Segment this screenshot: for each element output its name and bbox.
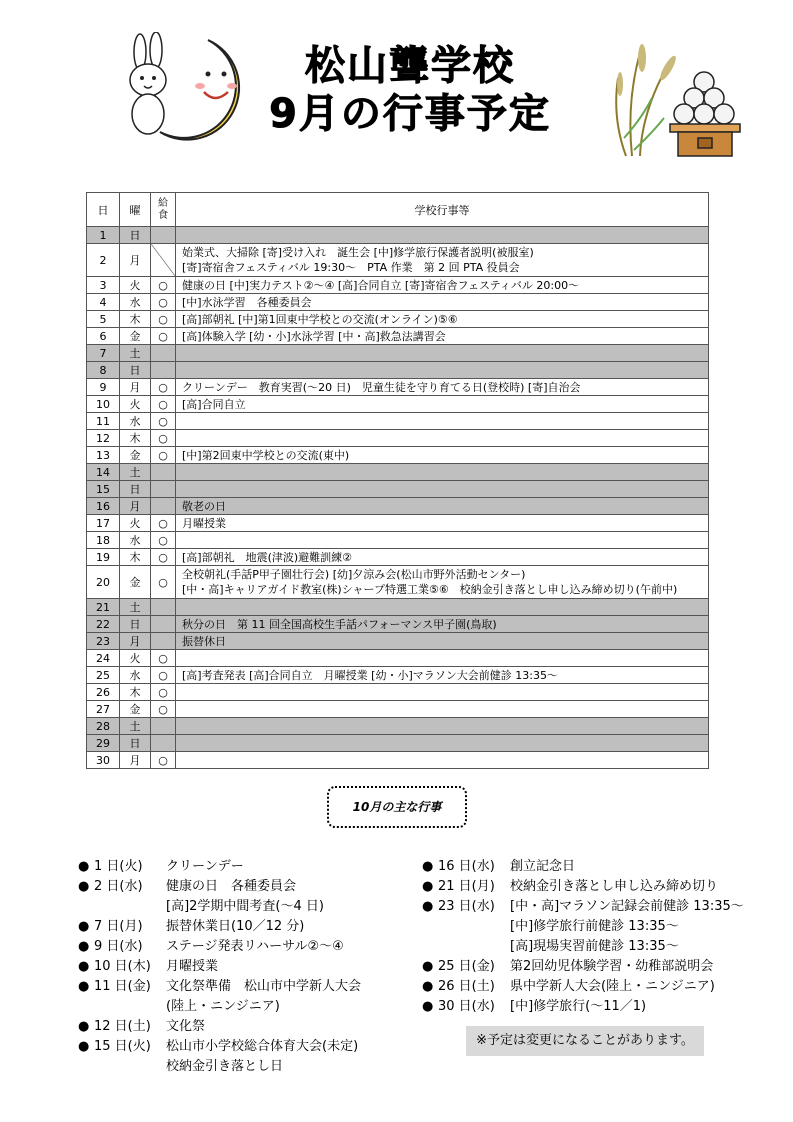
cell-events <box>176 599 709 616</box>
page-title <box>230 42 590 138</box>
bullet-icon: ● <box>78 939 90 954</box>
table-row <box>87 566 709 599</box>
cell-day: 10 <box>87 396 120 413</box>
cell-weekday: 月 <box>120 379 151 396</box>
event-description <box>510 977 762 997</box>
bullet-icon: ● <box>422 959 434 974</box>
cell-lunch <box>151 244 176 277</box>
event-line: [高]部朝礼 地震(津波)避難訓練② <box>182 550 353 564</box>
cell-lunch: ○ <box>151 684 176 701</box>
october-events-right <box>422 857 762 1017</box>
change-notice: ※予定は変更になることがあります。 <box>466 1026 704 1056</box>
event-description <box>510 857 762 877</box>
event-line: [高]合同自立 <box>182 397 246 411</box>
event-line: 創立記念日 <box>510 859 576 874</box>
event-description <box>510 957 762 977</box>
bullet-icon: ● <box>78 859 90 874</box>
event-description <box>510 897 762 957</box>
event-line: (陸上・ニンジニア) <box>166 999 280 1014</box>
cell-day: 23 <box>87 633 120 650</box>
table-row <box>87 667 709 684</box>
event-description <box>166 917 418 937</box>
event-line: 健康の日 [中]実力テスト②～④ [高]合同自立 [寄]寄宿舎フェスティバル 20:00～ <box>182 278 580 292</box>
cell-day: 18 <box>87 532 120 549</box>
cell-weekday: 土 <box>120 599 151 616</box>
cell-lunch: ○ <box>151 532 176 549</box>
event-line: [中]修学旅行(～11／1) <box>510 999 647 1014</box>
event-line: 振替休業日(10／12 分) <box>166 919 305 934</box>
cell-weekday: 火 <box>120 277 151 294</box>
cell-day: 19 <box>87 549 120 566</box>
cell-events <box>176 718 709 735</box>
event-line: [高]部朝礼 [中]第1回東中学校との交流(オンライン)⑤⑥ <box>182 312 458 326</box>
cell-day: 28 <box>87 718 120 735</box>
cell-weekday: 金 <box>120 447 151 464</box>
cell-weekday: 日 <box>120 362 151 379</box>
cell-lunch <box>151 227 176 244</box>
cell-events <box>176 633 709 650</box>
list-item <box>422 857 762 877</box>
cell-day: 24 <box>87 650 120 667</box>
table-row <box>87 345 709 362</box>
cell-weekday: 日 <box>120 481 151 498</box>
table-row <box>87 549 709 566</box>
cell-lunch: ○ <box>151 667 176 684</box>
header-events: 学校行事等 <box>176 193 709 227</box>
cell-weekday: 木 <box>120 311 151 328</box>
event-date: 25 日(金) <box>438 959 495 974</box>
cell-events <box>176 379 709 396</box>
table-row <box>87 684 709 701</box>
cell-day: 6 <box>87 328 120 345</box>
title-line-1: 松山聾学校 <box>305 43 515 89</box>
event-line: [中]水泳学習 各種委員会 <box>182 295 312 309</box>
cell-lunch <box>151 362 176 379</box>
cell-weekday: 日 <box>120 735 151 752</box>
event-description <box>166 1017 418 1037</box>
event-description <box>166 937 418 957</box>
dango-icon <box>674 72 734 124</box>
october-events-left <box>78 857 418 1077</box>
cell-events <box>176 362 709 379</box>
cell-weekday: 土 <box>120 718 151 735</box>
schedule-body <box>87 227 709 769</box>
event-date: 1 日(火) <box>94 859 143 874</box>
cell-day: 21 <box>87 599 120 616</box>
table-row <box>87 735 709 752</box>
event-line: クリーンデー <box>166 859 244 874</box>
cell-weekday: 月 <box>120 633 151 650</box>
event-line: 月曜授業 <box>182 516 226 530</box>
event-description <box>510 877 762 897</box>
cell-weekday: 木 <box>120 684 151 701</box>
event-line: クリーンデー 教育実習(～20 日) 児童生徒を守り育てる日(登校時) [寄]自治会 <box>182 380 581 394</box>
event-date: 15 日(火) <box>94 1039 151 1054</box>
cell-events <box>176 701 709 718</box>
cell-weekday: 水 <box>120 413 151 430</box>
table-row <box>87 362 709 379</box>
event-description <box>510 997 762 1017</box>
cell-day: 1 <box>87 227 120 244</box>
cell-weekday: 水 <box>120 532 151 549</box>
event-date: 7 日(月) <box>94 919 143 934</box>
cell-events <box>176 413 709 430</box>
event-line: [高]考査発表 [高]合同自立 月曜授業 [幼・小]マラソン大会前健診 13:35～ <box>182 668 558 682</box>
cell-weekday: 木 <box>120 430 151 447</box>
event-line: [中]第2回東中学校との交流(東中) <box>182 448 350 462</box>
cell-day: 22 <box>87 616 120 633</box>
list-item <box>422 877 762 897</box>
cell-events <box>176 752 709 769</box>
table-row <box>87 227 709 244</box>
event-line: 県中学新人大会(陸上・ニンジニア) <box>510 979 715 994</box>
bullet-icon: ● <box>78 1039 90 1054</box>
cell-weekday: 土 <box>120 345 151 362</box>
cell-day: 2 <box>87 244 120 277</box>
cell-lunch <box>151 498 176 515</box>
list-item <box>422 897 762 957</box>
event-description <box>166 977 418 1017</box>
cell-weekday: 金 <box>120 566 151 599</box>
cell-events <box>176 667 709 684</box>
table-row <box>87 650 709 667</box>
event-line: [中・高]キャリアガイド教室(株)シャープ特選工業⑤⑥ 校納金引き落とし申し込み締め切り(午前中) <box>182 583 678 596</box>
table-row <box>87 430 709 447</box>
table-row <box>87 413 709 430</box>
list-item <box>78 877 418 917</box>
event-line: 校納金引き落とし申し込み締め切り <box>510 879 719 894</box>
sanbo-stand-icon <box>670 124 740 156</box>
cell-lunch: ○ <box>151 311 176 328</box>
cell-day: 17 <box>87 515 120 532</box>
cell-events <box>176 498 709 515</box>
table-row <box>87 277 709 294</box>
cell-weekday: 水 <box>120 294 151 311</box>
list-item <box>78 937 418 957</box>
cell-lunch: ○ <box>151 277 176 294</box>
cell-events <box>176 396 709 413</box>
cell-lunch: ○ <box>151 396 176 413</box>
cell-events <box>176 294 709 311</box>
cell-day: 25 <box>87 667 120 684</box>
bullet-icon: ● <box>78 979 90 994</box>
cell-day: 9 <box>87 379 120 396</box>
cell-lunch <box>151 735 176 752</box>
list-item <box>78 1037 418 1077</box>
cell-lunch <box>151 718 176 735</box>
bullet-icon: ● <box>78 879 90 894</box>
cell-lunch: ○ <box>151 294 176 311</box>
event-line: 敬老の日 <box>182 499 226 513</box>
cell-events <box>176 464 709 481</box>
bullet-icon: ● <box>422 999 434 1014</box>
cell-lunch: ○ <box>151 328 176 345</box>
cell-lunch: ○ <box>151 379 176 396</box>
event-date: 10 日(木) <box>94 959 151 974</box>
table-row <box>87 633 709 650</box>
event-line: 校納金引き落とし日 <box>166 1059 284 1074</box>
cell-events <box>176 345 709 362</box>
title-line-2: 9月の行事予定 <box>269 91 551 137</box>
cell-events <box>176 328 709 345</box>
cell-day: 8 <box>87 362 120 379</box>
table-row <box>87 515 709 532</box>
cell-day: 14 <box>87 464 120 481</box>
cell-events <box>176 515 709 532</box>
event-date: 9 日(水) <box>94 939 143 954</box>
cell-day: 27 <box>87 701 120 718</box>
event-line: 松山市小学校総合体育大会(未定) <box>166 1039 359 1054</box>
cell-lunch <box>151 464 176 481</box>
event-date: 12 日(土) <box>94 1019 151 1034</box>
event-date: 16 日(水) <box>438 859 495 874</box>
cell-weekday: 月 <box>120 752 151 769</box>
cell-events <box>176 311 709 328</box>
cell-weekday: 木 <box>120 549 151 566</box>
table-row <box>87 532 709 549</box>
event-date: 2 日(水) <box>94 879 143 894</box>
event-description <box>166 957 418 977</box>
cell-lunch <box>151 481 176 498</box>
event-line: [中]修学旅行前健診 13:35～ <box>510 919 679 934</box>
table-row <box>87 616 709 633</box>
cell-day: 4 <box>87 294 120 311</box>
cell-day: 15 <box>87 481 120 498</box>
cell-day: 26 <box>87 684 120 701</box>
bullet-icon: ● <box>422 899 434 914</box>
table-row <box>87 311 709 328</box>
event-line: [高]現場実習前健診 13:35～ <box>510 939 679 954</box>
list-item <box>78 1017 418 1037</box>
event-date: 26 日(土) <box>438 979 495 994</box>
table-row <box>87 244 709 277</box>
cell-day: 20 <box>87 566 120 599</box>
list-item <box>422 957 762 977</box>
cell-events <box>176 447 709 464</box>
event-line: [中・高]マラソン記録会前健診 13:35～ <box>510 899 744 914</box>
cell-events <box>176 684 709 701</box>
cell-weekday: 月 <box>120 498 151 515</box>
event-line: 健康の日 各種委員会 <box>166 879 297 894</box>
table-row <box>87 379 709 396</box>
cell-lunch: ○ <box>151 413 176 430</box>
list-item <box>422 977 762 997</box>
event-line: [高]体験入学 [幼・小]水泳学習 [中・高]救急法講習会 <box>182 329 446 343</box>
cell-lunch <box>151 599 176 616</box>
bullet-icon: ● <box>78 959 90 974</box>
cell-events <box>176 735 709 752</box>
cell-day: 30 <box>87 752 120 769</box>
cell-day: 3 <box>87 277 120 294</box>
list-item <box>78 917 418 937</box>
cell-lunch: ○ <box>151 566 176 599</box>
header-weekday: 曜 <box>120 193 151 227</box>
event-line: [高]2学期中間考査(～4 日) <box>166 899 324 914</box>
table-header-row <box>87 193 709 227</box>
cell-day: 7 <box>87 345 120 362</box>
table-row <box>87 718 709 735</box>
cell-events <box>176 566 709 599</box>
header-lunch: 給食 <box>151 193 176 227</box>
event-line: 秋分の日 第 11 回全国高校生手話パフォーマンス甲子園(鳥取) <box>182 617 497 631</box>
crescent-moon-icon <box>160 40 239 140</box>
cell-day: 11 <box>87 413 120 430</box>
event-date: 23 日(水) <box>438 899 495 914</box>
cell-weekday: 金 <box>120 328 151 345</box>
cell-events <box>176 227 709 244</box>
cell-day: 12 <box>87 430 120 447</box>
event-date: 30 日(水) <box>438 999 495 1014</box>
event-description <box>166 877 418 917</box>
table-row <box>87 752 709 769</box>
event-line: 振替休日 <box>182 634 226 648</box>
cell-events <box>176 481 709 498</box>
event-line: 全校朝礼(手話P甲子園壮行会) [幼]夕涼み会(松山市野外活動センター) <box>182 568 526 581</box>
table-row <box>87 481 709 498</box>
cell-lunch: ○ <box>151 447 176 464</box>
bullet-icon: ● <box>422 879 434 894</box>
cell-events <box>176 277 709 294</box>
bullet-icon: ● <box>78 1019 90 1034</box>
table-row <box>87 396 709 413</box>
table-row <box>87 447 709 464</box>
list-item <box>78 977 418 1017</box>
cell-weekday: 月 <box>120 244 151 277</box>
cell-day: 16 <box>87 498 120 515</box>
october-heading: 10月の主な行事 <box>327 786 467 828</box>
table-row <box>87 464 709 481</box>
table-row <box>87 294 709 311</box>
list-item <box>78 857 418 877</box>
event-line: [寄]寄宿舎フェスティバル 19:30～ PTA 作業 第 2 回 PTA 役員会 <box>182 261 520 274</box>
event-date: 11 日(金) <box>94 979 151 994</box>
table-row <box>87 599 709 616</box>
bullet-icon: ● <box>78 919 90 934</box>
event-line: 文化祭 <box>166 1019 206 1034</box>
event-line: 第2回幼児体験学習・幼稚部説明会 <box>510 959 714 974</box>
header-day: 日 <box>87 193 120 227</box>
cell-weekday: 日 <box>120 227 151 244</box>
cell-lunch: ○ <box>151 752 176 769</box>
cell-day: 5 <box>87 311 120 328</box>
cell-lunch <box>151 616 176 633</box>
cell-weekday: 火 <box>120 650 151 667</box>
event-line: 文化祭準備 松山市中学新人大会 <box>166 979 362 994</box>
cell-lunch: ○ <box>151 515 176 532</box>
cell-events <box>176 616 709 633</box>
cell-events <box>176 430 709 447</box>
cell-weekday: 金 <box>120 701 151 718</box>
cell-day: 29 <box>87 735 120 752</box>
cell-events <box>176 244 709 277</box>
cell-day: 13 <box>87 447 120 464</box>
table-row <box>87 701 709 718</box>
cell-lunch: ○ <box>151 701 176 718</box>
event-date: 21 日(月) <box>438 879 495 894</box>
cell-events <box>176 532 709 549</box>
table-row <box>87 328 709 345</box>
event-description <box>166 1037 418 1077</box>
cell-lunch <box>151 345 176 362</box>
schedule-table <box>86 192 709 769</box>
cell-weekday: 日 <box>120 616 151 633</box>
event-description <box>166 857 418 877</box>
cell-lunch: ○ <box>151 650 176 667</box>
cell-weekday: 火 <box>120 396 151 413</box>
rabbit-icon <box>130 32 166 134</box>
cell-weekday: 水 <box>120 667 151 684</box>
cell-lunch <box>151 633 176 650</box>
event-line: ステージ発表リハーサル②～④ <box>166 939 344 954</box>
cell-events <box>176 549 709 566</box>
bullet-icon: ● <box>422 979 434 994</box>
cell-lunch: ○ <box>151 549 176 566</box>
cell-weekday: 火 <box>120 515 151 532</box>
table-row <box>87 498 709 515</box>
event-line: 月曜授業 <box>166 959 219 974</box>
tsukimi-dango-illustration <box>612 38 762 158</box>
cell-events <box>176 650 709 667</box>
list-item <box>422 997 762 1017</box>
event-line: 始業式、大掃除 [寄]受け入れ 誕生会 [中]修学旅行保護者説明(被服室) <box>182 246 534 259</box>
cell-lunch: ○ <box>151 430 176 447</box>
list-item <box>78 957 418 977</box>
cell-weekday: 土 <box>120 464 151 481</box>
bullet-icon: ● <box>422 859 434 874</box>
